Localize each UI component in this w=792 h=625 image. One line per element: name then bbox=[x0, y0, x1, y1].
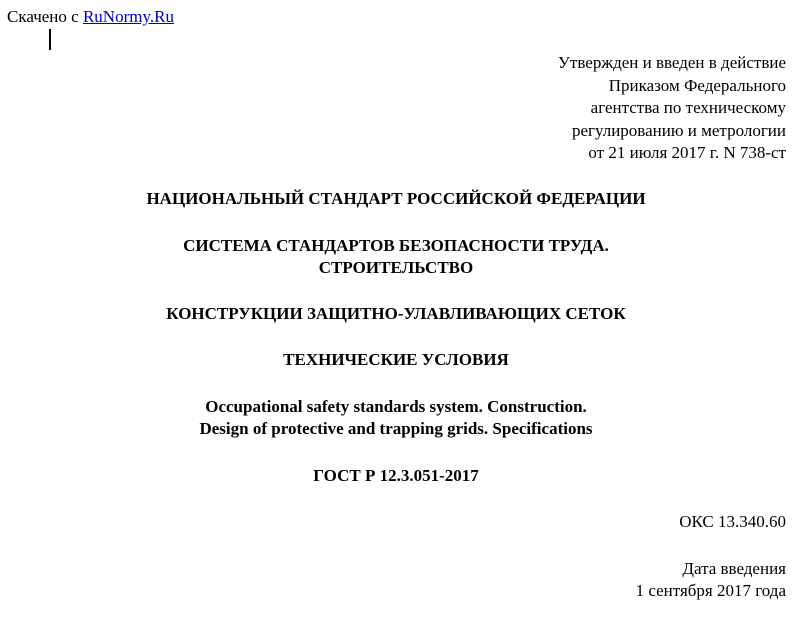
source-link[interactable]: RuNormy.Ru bbox=[82, 7, 174, 26]
oks-code: ОКС 13.340.60 bbox=[679, 512, 786, 531]
subject-title-text: КОНСТРУКЦИИ ЗАЩИТНО-УЛАВЛИВАЮЩИХ СЕТОК bbox=[166, 304, 626, 323]
standard-number bbox=[0, 465, 792, 487]
approval-line: агентства по техническому bbox=[590, 98, 786, 117]
text-cursor bbox=[49, 29, 51, 50]
approval-line: Приказом Федерального bbox=[608, 75, 786, 95]
source-prefix: Скачено с bbox=[7, 7, 79, 26]
english-title bbox=[0, 396, 792, 440]
standard-number-text: ГОСТ Р 12.3.051-2017 bbox=[313, 466, 479, 485]
introduction-date: 1 сентября 2017 года bbox=[635, 581, 786, 600]
approval-block bbox=[558, 52, 786, 165]
english-title-line: Occupational safety standards system. Construction. bbox=[205, 397, 587, 416]
standard-type-heading bbox=[0, 188, 792, 210]
source-line bbox=[7, 6, 174, 27]
approval-line: регулированию и метрологии bbox=[571, 120, 786, 140]
system-title-heading bbox=[0, 235, 792, 279]
approval-line: от 21 июля 2017 г. N 738-ст bbox=[588, 143, 786, 162]
standard-type-text: НАЦИОНАЛЬНЫЙ СТАНДАРТ РОССИЙСКОЙ ФЕДЕРАЦИИ bbox=[146, 189, 646, 208]
english-title-line: Design of protective and trapping grids. Specifications bbox=[199, 419, 593, 438]
system-title-line: СТРОИТЕЛЬСТВО bbox=[318, 258, 474, 277]
technical-conditions-heading bbox=[0, 349, 792, 371]
introduction-label: Дата введения bbox=[682, 559, 786, 578]
approval-line: Утвержден и введен в действие bbox=[557, 53, 786, 72]
subject-title-heading bbox=[0, 303, 792, 325]
technical-conditions-text: ТЕХНИЧЕСКИЕ УСЛОВИЯ bbox=[283, 350, 509, 369]
system-title-line: СИСТЕМА СТАНДАРТОВ БЕЗОПАСНОСТИ ТРУДА. bbox=[183, 236, 609, 255]
